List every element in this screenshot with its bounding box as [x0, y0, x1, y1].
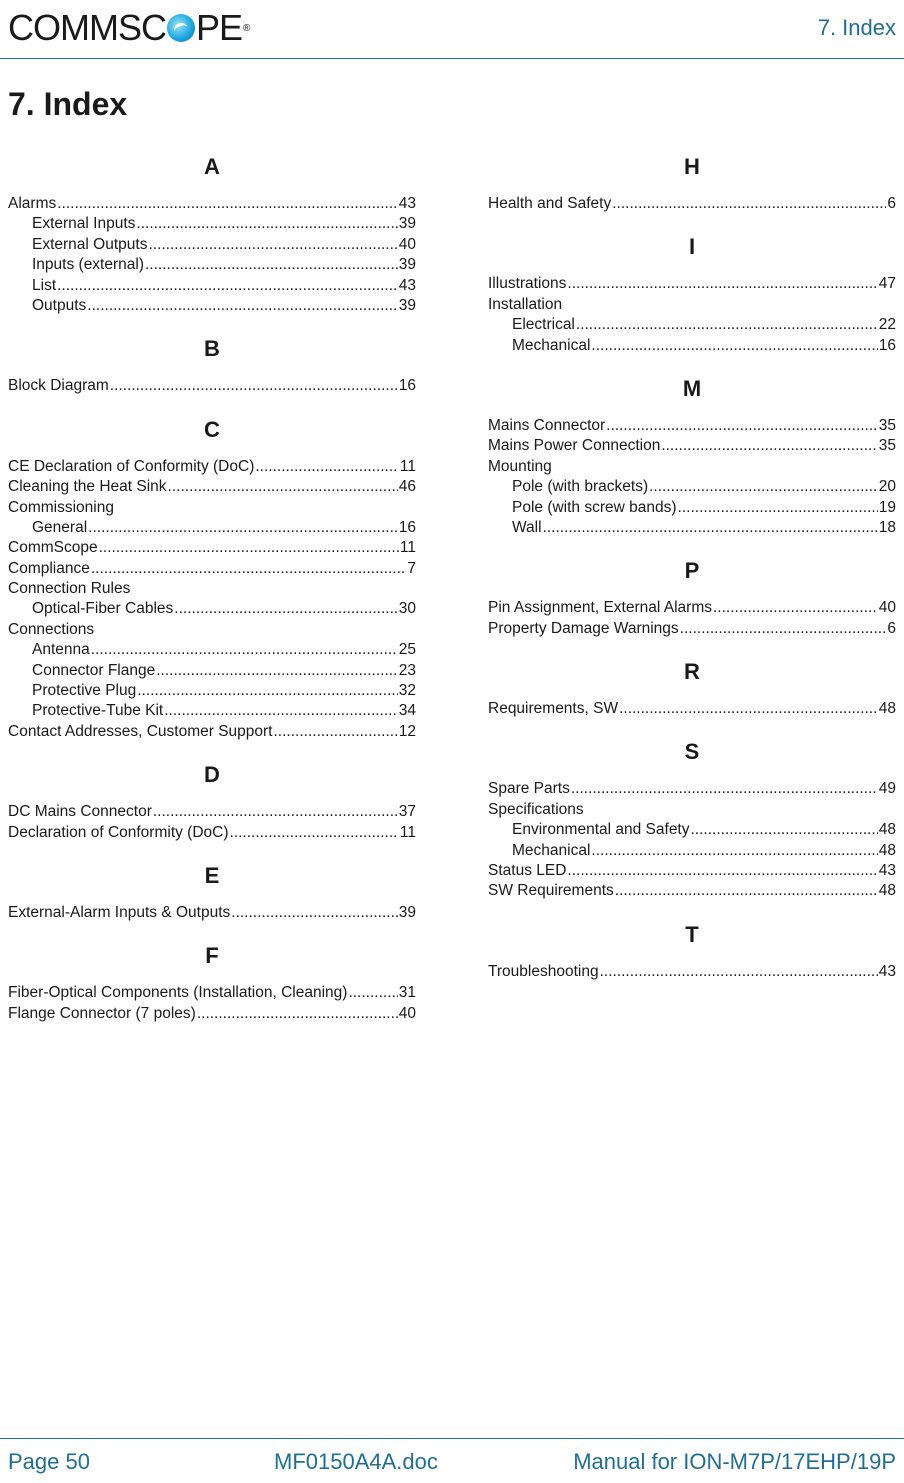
- index-entry-term: List: [32, 276, 57, 294]
- dot-leader: [612, 194, 886, 214]
- index-entry-term: Mains Power Connection: [488, 437, 661, 455]
- index-group-h: [488, 152, 896, 214]
- index-entry-page: 39: [398, 256, 416, 274]
- page-header: [0, 0, 904, 59]
- index-group-a: [8, 152, 416, 316]
- index-entry-page: 39: [398, 215, 416, 233]
- index-entry-term: Troubleshooting: [488, 962, 599, 980]
- index-entry[interactable]: [8, 477, 416, 497]
- index-group-i: [488, 232, 896, 356]
- dot-leader: [57, 194, 398, 214]
- index-entry-term: Block Diagram: [8, 377, 109, 395]
- index-entry-term: Inputs (external): [32, 256, 144, 274]
- index-entry-page: 37: [398, 803, 416, 821]
- dot-leader: [680, 619, 887, 639]
- index-entry[interactable]: [8, 1004, 416, 1024]
- dot-leader: [691, 820, 878, 840]
- index-entry-term: Optical-Fiber Cables: [32, 600, 174, 618]
- index-entry-page: 6: [887, 619, 896, 637]
- index-entry[interactable]: [8, 823, 416, 843]
- dot-leader: [713, 598, 878, 618]
- index-entry[interactable]: [8, 681, 416, 701]
- index-entry-page: 46: [398, 478, 416, 496]
- footer-doc-name: MF0150A4A.doc: [274, 1449, 438, 1474]
- dot-leader: [348, 983, 397, 1003]
- index-entry[interactable]: [8, 538, 416, 558]
- index-entry-term: Wall: [512, 518, 542, 536]
- index-entry[interactable]: [8, 276, 416, 296]
- index-entry-page: 22: [878, 316, 896, 334]
- dot-leader: [619, 699, 878, 719]
- dot-leader: [678, 498, 878, 518]
- index-entry[interactable]: [8, 640, 416, 660]
- index-entry-term: Mains Connector: [488, 416, 606, 434]
- index-entry-page: 39: [398, 903, 416, 921]
- index-entry[interactable]: [488, 336, 896, 356]
- index-entry-page: 35: [878, 416, 896, 434]
- index-entry-page: 20: [878, 478, 896, 496]
- index-entry-term: Connections: [8, 620, 95, 638]
- dot-leader: [148, 235, 397, 255]
- index-letter-heading: R: [684, 659, 700, 685]
- index-letter-heading: I: [688, 234, 696, 260]
- index-entry-page: 11: [399, 457, 416, 475]
- index-letter-heading: A: [204, 154, 220, 179]
- index-entry-page: 43: [398, 195, 416, 212]
- index-entry-page: 30: [398, 600, 416, 618]
- dot-leader: [57, 276, 398, 296]
- dot-leader: [571, 779, 878, 799]
- index-group-t: [488, 920, 896, 982]
- index-entry-term: General: [32, 518, 88, 536]
- index-entry[interactable]: [8, 255, 416, 275]
- index-entry-page: 16: [878, 336, 896, 354]
- index-group-c: [8, 415, 416, 742]
- dot-leader: [543, 518, 878, 538]
- index-column-left: [8, 148, 416, 1042]
- dot-leader: [576, 315, 878, 335]
- index-entry-term: Protective Plug: [32, 682, 137, 700]
- index-entry[interactable]: [8, 457, 416, 477]
- index-entry[interactable]: [488, 841, 896, 861]
- dot-leader: [174, 599, 397, 619]
- index-letter-heading: F: [205, 943, 219, 969]
- index-entry[interactable]: [488, 315, 896, 335]
- index-entry[interactable]: [8, 235, 416, 255]
- dot-leader: [649, 477, 878, 497]
- index-entry-page: 31: [398, 984, 416, 1002]
- index-entry-term: CommScope: [8, 539, 98, 557]
- dot-leader: [87, 296, 397, 316]
- dot-leader: [137, 681, 398, 701]
- index-entry[interactable]: [488, 779, 896, 799]
- index-entry[interactable]: [488, 498, 896, 518]
- index-entry-term: Fiber-Optical Components (Installation, Cleaning): [8, 984, 348, 1002]
- index-letter-heading: M: [682, 375, 702, 401]
- index-entry[interactable]: [488, 800, 896, 820]
- index-entry-page: 11: [399, 539, 416, 557]
- dot-leader: [91, 559, 407, 579]
- index-entry[interactable]: [8, 579, 416, 599]
- index-entry[interactable]: [8, 194, 416, 214]
- index-entry[interactable]: [488, 861, 896, 881]
- index-entry-term: Spare Parts: [488, 780, 570, 798]
- index-entry-page: 39: [398, 296, 416, 314]
- index-entry-page: 40: [878, 599, 896, 617]
- index-entry[interactable]: [8, 802, 416, 822]
- index-entry-page: 11: [399, 823, 416, 841]
- index-entry-page: 43: [398, 276, 416, 294]
- index-entry[interactable]: [488, 820, 896, 840]
- index-entry-page: 40: [398, 1004, 416, 1022]
- index-entry-page: 19: [878, 498, 896, 516]
- footer-manual-title: Manual for ION-M7P/17EHP/19P: [573, 1449, 896, 1474]
- index-entry-page: 48: [878, 700, 896, 718]
- index-entry-term: Flange Connector (7 poles): [8, 1004, 196, 1022]
- index-entry-term: Alarms: [8, 195, 57, 212]
- index-group-d: [8, 760, 416, 843]
- index-letter-heading: C: [204, 416, 220, 442]
- dot-leader: [231, 903, 397, 923]
- index-entry-term: Mechanical: [512, 336, 591, 354]
- index-entry[interactable]: [488, 881, 896, 901]
- dot-leader: [274, 722, 398, 742]
- index-group-r: [488, 657, 896, 719]
- index-entry[interactable]: [8, 498, 416, 518]
- dot-leader: [164, 701, 398, 721]
- index-entry-page: 23: [398, 661, 416, 679]
- index-entry-page: 40: [398, 235, 416, 253]
- index-group-p: [488, 556, 896, 639]
- index-entry-term: Connector Flange: [32, 661, 156, 679]
- index-entry-page: 32: [398, 682, 416, 700]
- index-entry[interactable]: [8, 376, 416, 396]
- index-letter-heading: P: [684, 558, 700, 584]
- index-entry[interactable]: [488, 962, 896, 982]
- index-entry-term: Antenna: [32, 641, 90, 659]
- index-entry-term: Specifications: [488, 800, 584, 818]
- dot-leader: [255, 457, 399, 477]
- index-entry-term: Connection Rules: [8, 580, 131, 598]
- index-entry-term: External Inputs: [32, 215, 136, 233]
- index-entry[interactable]: [8, 903, 416, 923]
- dot-leader: [567, 274, 877, 294]
- index-entry-page: 25: [398, 641, 416, 659]
- index-entry[interactable]: [488, 194, 896, 214]
- index-entry-page: 34: [398, 702, 416, 720]
- dot-leader: [88, 518, 398, 538]
- index-group-m: [488, 374, 896, 538]
- index-entry[interactable]: [488, 477, 896, 497]
- index-entry[interactable]: [488, 295, 896, 315]
- index-entry-page: 49: [878, 780, 896, 798]
- dot-leader: [153, 802, 398, 822]
- dot-leader: [591, 336, 877, 356]
- commscope-logo: COMMSC PE ®: [8, 7, 251, 48]
- index-entry[interactable]: [488, 416, 896, 436]
- index-group-b: [8, 334, 416, 396]
- index-entry-term: Protective-Tube Kit: [32, 702, 164, 720]
- index-entry-page: 48: [878, 821, 896, 839]
- index-entry-term: Declaration of Conformity (DoC): [8, 823, 229, 841]
- index-entry-term: Requirements, SW: [488, 700, 619, 718]
- index-entry-term: SW Requirements: [488, 882, 614, 900]
- index-entry[interactable]: [8, 722, 416, 742]
- index-letter-heading: B: [204, 336, 220, 362]
- index-entry-page: 18: [878, 518, 896, 536]
- dot-leader: [661, 436, 877, 456]
- index-letter-heading: S: [684, 739, 700, 765]
- index-group-e: [8, 861, 416, 923]
- dot-leader: [591, 841, 877, 861]
- index-entry-page: 43: [878, 862, 896, 880]
- index-entry[interactable]: [8, 983, 416, 1003]
- index-entry[interactable]: [8, 559, 416, 579]
- index-column-right: [488, 148, 896, 1000]
- dot-leader: [110, 376, 398, 396]
- dot-leader: [91, 640, 398, 660]
- index-entry-term: Health and Safety: [488, 195, 612, 212]
- index-entry-page: 48: [878, 841, 896, 859]
- index-entry-term: Status LED: [488, 862, 567, 880]
- dot-leader: [197, 1004, 398, 1024]
- index-entry[interactable]: [488, 457, 896, 477]
- dot-leader: [230, 823, 399, 843]
- index-entry[interactable]: [488, 619, 896, 639]
- index-entry-page: 43: [878, 962, 896, 980]
- dot-leader: [615, 881, 878, 901]
- index-entry-page: 48: [878, 882, 896, 900]
- dot-leader: [168, 477, 398, 497]
- index-entry[interactable]: [488, 436, 896, 456]
- index-entry-page: 16: [398, 377, 416, 395]
- index-entry[interactable]: [488, 598, 896, 618]
- dot-leader: [99, 538, 399, 558]
- index-entry[interactable]: [8, 214, 416, 234]
- index-entry[interactable]: [8, 661, 416, 681]
- index-entry-term: Property Damage Warnings: [488, 619, 679, 637]
- index-entry-term: Environmental and Safety: [512, 821, 690, 839]
- page-title: 7. Index: [8, 86, 128, 122]
- index-entry-term: Contact Addresses, Customer Support: [8, 722, 273, 740]
- index-letter-heading: E: [204, 862, 220, 888]
- dot-leader: [567, 861, 877, 881]
- index-letter-heading: H: [684, 154, 700, 179]
- index-entry-term: Compliance: [8, 559, 90, 577]
- footer-page-number: Page 50: [8, 1449, 90, 1474]
- dot-leader: [136, 214, 397, 234]
- dot-leader: [156, 661, 398, 681]
- index-entry[interactable]: [8, 620, 416, 640]
- index-entry-term: Pole (with brackets): [512, 478, 649, 496]
- index-entry-term: Mechanical: [512, 841, 591, 859]
- index-entry-term: Pole (with screw bands): [512, 498, 677, 516]
- index-entry-term: External-Alarm Inputs & Outputs: [8, 903, 231, 921]
- index-entry[interactable]: [8, 518, 416, 538]
- index-group-s: [488, 737, 896, 901]
- index-entry[interactable]: [488, 518, 896, 538]
- index-letter-heading: T: [685, 921, 699, 947]
- index-entry-page: 47: [878, 275, 896, 293]
- index-entry-term: Illustrations: [488, 275, 567, 293]
- index-entry-term: CE Declaration of Conformity (DoC): [8, 457, 255, 475]
- index-entry-term: Electrical: [512, 316, 575, 334]
- dot-leader: [606, 416, 878, 436]
- index-entry[interactable]: [8, 701, 416, 721]
- index-entry-term: Pin Assignment, External Alarms: [488, 599, 712, 617]
- index-entry-page: 7: [407, 559, 416, 577]
- globe-icon: [167, 14, 195, 42]
- index-entry-term: Cleaning the Heat Sink: [8, 478, 167, 496]
- index-entry-term: DC Mains Connector: [8, 803, 152, 821]
- index-entry-page: 12: [398, 722, 416, 740]
- index-entry-term: External Outputs: [32, 235, 148, 253]
- header-section-title: 7. Index: [817, 15, 896, 40]
- dot-leader: [600, 962, 878, 982]
- index-entry-term: Outputs: [32, 296, 87, 314]
- index-entry[interactable]: [8, 599, 416, 619]
- index-letter-heading: D: [204, 762, 220, 788]
- index-entry[interactable]: [488, 699, 896, 719]
- index-entry-term: Installation: [488, 295, 563, 313]
- index-entry[interactable]: [8, 296, 416, 316]
- index-group-f: [8, 941, 416, 1024]
- index-entry[interactable]: [488, 274, 896, 294]
- index-entry-term: Commissioning: [8, 498, 114, 516]
- index-entry-page: 35: [878, 437, 896, 455]
- index-entry-page: 16: [398, 518, 416, 536]
- page-footer: [0, 1438, 904, 1483]
- dot-leader: [145, 255, 398, 275]
- index-entry-term: Mounting: [488, 457, 552, 475]
- index-entry-page: 6: [887, 195, 896, 212]
